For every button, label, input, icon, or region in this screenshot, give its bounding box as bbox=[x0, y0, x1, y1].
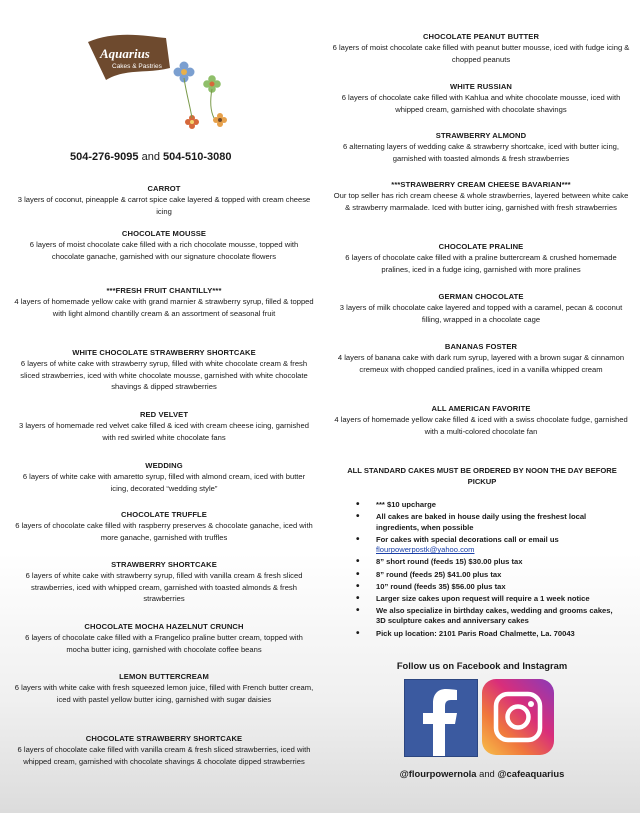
list-item: • 8” short round (feeds 15) $30.00 plus tax bbox=[346, 557, 622, 568]
order-rule: ALL STANDARD CAKES MUST BE ORDERED BY NOON THE DAY BEFORE PICKUP bbox=[347, 466, 617, 486]
list-item: • All cakes are baked in house daily using the freshest local ingredients, when possible bbox=[346, 512, 622, 533]
cake-title: STRAWBERRY ALMOND bbox=[435, 131, 527, 140]
cake-title: WEDDING bbox=[145, 461, 183, 470]
cake-desc: 3 layers of homemade red velvet cake filled & iced with cream cheese icing, garnished with red swirled white chocolate fans bbox=[19, 421, 309, 442]
cake-title: CHOCOLATE PRALINE bbox=[438, 242, 524, 251]
cake-german-chocolate bbox=[332, 292, 630, 325]
list-item: • Pick up location: 2101 Paris Road Chalmette, La. 70043 bbox=[346, 629, 622, 640]
handle-flourpower[interactable]: @flourpowernola bbox=[399, 768, 477, 779]
cake-title: CHOCOLATE MOCHA HAZELNUT CRUNCH bbox=[84, 622, 244, 631]
cake-chocolate-peanut-butter bbox=[332, 32, 630, 65]
cake-desc: 6 layers of chocolate cake filled with vanilla cream & fresh sliced strawberries, iced with whipped cream, garnished with chocolate shavings & chocolate dipped strawberries bbox=[17, 745, 311, 766]
cake-desc: 6 layers of white cake with strawberry syrup, filled with white chocolate cream & fresh sliced strawberries, iced with white chocolate mousse, garnished with white chocolate shavings & dipped strawberries bbox=[20, 359, 308, 391]
handles-and: and bbox=[479, 768, 495, 779]
phone-numbers bbox=[70, 151, 260, 163]
facebook-icon[interactable] bbox=[404, 679, 478, 757]
cake-title: CHOCOLATE TRUFFLE bbox=[121, 510, 207, 519]
cake-title: ***STRAWBERRY CREAM CHEESE BAVARIAN*** bbox=[391, 180, 571, 189]
cake-title: WHITE CHOCOLATE STRAWBERRY SHORTCAKE bbox=[72, 348, 256, 357]
cake-title: LEMON BUTTERCREAM bbox=[119, 672, 209, 681]
phone-1[interactable]: 504-276-9095 bbox=[70, 151, 139, 163]
cake-desc: 6 layers of white cake with strawberry syrup, filled with vanilla cream & fresh sliced strawberries, iced with whipped cream, garnished with toasted almonds & fresh strawberries bbox=[25, 571, 303, 603]
cake-chocolate-strawberry-shortcake bbox=[14, 734, 314, 767]
handle-cafeaquarius[interactable]: @cafeaquarius bbox=[497, 768, 565, 779]
cake-fresh-fruit-chantilly bbox=[14, 286, 314, 319]
cake-chocolate-truffle bbox=[14, 510, 314, 543]
cake-desc: 3 layers of milk chocolate cake layered and topped with a caramel, pecan & coconut filling, wrapped in a chocolate cage bbox=[339, 303, 623, 324]
list-item: • For cakes with special decorations call or email us flourpowerpostk@yahoo.com bbox=[346, 535, 622, 556]
cake-red-velvet bbox=[14, 410, 314, 443]
cake-title: ***FRESH FRUIT CHANTILLY*** bbox=[106, 286, 222, 295]
cake-desc: 6 layers of white cake with amaretto syrup, filled with almond cream, iced with butter icing, decorated “wedding style” bbox=[22, 472, 306, 493]
logo-sub: Cakes & Pastries bbox=[112, 63, 162, 70]
phone-2[interactable]: 504-510-3080 bbox=[163, 151, 232, 163]
cake-title: CHOCOLATE STRAWBERRY SHORTCAKE bbox=[85, 734, 243, 743]
list-item: • We also specialize in birthday cakes, wedding and grooms cakes, 3D sculpture cakes and anniversary cakes bbox=[346, 606, 622, 627]
cake-wedding bbox=[14, 461, 314, 494]
list-item: • *** $10 upcharge bbox=[346, 500, 622, 511]
cake-title: RED VELVET bbox=[139, 410, 189, 419]
cake-desc: 6 layers of chocolate cake filled with raspberry preserves & chocolate ganache, iced with more ganache, garnished with truffles bbox=[15, 521, 313, 542]
logo-name: Aquarius bbox=[100, 46, 150, 61]
cake-desc: Our top seller has rich cream cheese & whole strawberries, layered between white cake & strawberry marmalade. Iced with butter icing, garnished with fresh strawberries bbox=[333, 191, 629, 212]
cake-strawberry-almond bbox=[332, 131, 630, 164]
list-item: • Larger size cakes upon request will require a 1 week notice bbox=[346, 594, 622, 605]
cake-all-american-favorite bbox=[332, 404, 630, 437]
info-list bbox=[346, 500, 622, 641]
list-item: • 8” round (feeds 25) $41.00 plus tax bbox=[346, 570, 622, 581]
cake-strawberry-cream-cheese-bavarian bbox=[332, 180, 630, 213]
follow-us: Follow us on Facebook and Instagram bbox=[396, 660, 568, 671]
cake-desc: 4 layers of banana cake with dark rum syrup, layered with a brown sugar & cinnamon cremeux with chopped candied pralines, iced in a vanilla whipped cream bbox=[337, 353, 625, 374]
cake-title: GERMAN CHOCOLATE bbox=[438, 292, 524, 301]
cake-desc: 6 alternating layers of wedding cake & strawberry shortcake, iced with butter icing, garnished with toasted almonds & fresh strawberries bbox=[342, 142, 620, 163]
cake-white-russian bbox=[332, 82, 630, 115]
cake-title: CHOCOLATE MOUSSE bbox=[121, 229, 207, 238]
list-item: • 10” round (feeds 35) $56.00 plus tax bbox=[346, 582, 622, 593]
cake-strawberry-shortcake bbox=[14, 560, 314, 605]
instagram-camera-icon bbox=[482, 679, 554, 755]
cake-title: WHITE RUSSIAN bbox=[449, 82, 513, 91]
cake-desc: 4 layers of homemade yellow cake filled & iced with a swiss chocolate fudge, garnished with a multi-colored chocolate fan bbox=[334, 415, 628, 436]
cake-chocolate-praline bbox=[332, 242, 630, 275]
aquarius-logo bbox=[86, 28, 236, 138]
flower-icon bbox=[174, 62, 228, 130]
cake-carrot bbox=[14, 184, 314, 217]
cake-desc: 6 layers of chocolate cake filled with a Frangelico praline butter cream, topped with mocha butter icing, garnished with chocolate coffee beans bbox=[25, 633, 303, 654]
cake-desc: 3 layers of coconut, pineapple & carrot spice cake layered & topped with cream cheese icing bbox=[17, 195, 311, 216]
cake-desc: 4 layers of homemade yellow cake with grand marnier & strawberry syrup, filled & topped with light almond chantilly cream & an assortment of seasonal fruit bbox=[14, 297, 314, 318]
cake-title: CHOCOLATE PEANUT BUTTER bbox=[422, 32, 540, 41]
cake-chocolate-mousse bbox=[14, 229, 314, 262]
social-handles bbox=[342, 768, 622, 779]
cake-desc: 6 layers of moist chocolate cake filled with peanut butter mousse, iced with fudge icing & chopped peanuts bbox=[332, 43, 630, 64]
instagram-icon[interactable] bbox=[482, 679, 554, 755]
cake-desc: 6 layers of chocolate cake filled with a praline buttercream & crushed homemade pralines, iced in a fudge icing, garnished with more pralines bbox=[345, 253, 617, 274]
cake-title: CARROT bbox=[147, 184, 181, 193]
cake-white-chocolate-strawberry-shortcake bbox=[14, 348, 314, 393]
cake-title: ALL AMERICAN FAVORITE bbox=[431, 404, 531, 413]
cake-lemon-buttercream bbox=[14, 672, 314, 705]
cake-desc: 6 layers of chocolate cake filled with Kahlua and white chocolate mousse, iced with whipped cream, garnished with chocolate shavings bbox=[341, 93, 621, 114]
cake-bananas-foster bbox=[332, 342, 630, 375]
cake-chocolate-mocha-hazelnut-crunch bbox=[14, 622, 314, 655]
facebook-f-icon bbox=[405, 680, 477, 756]
cake-desc: 6 layers of moist chocolate cake filled with a rich chocolate mousse, topped with chocolate ganache, garnished with our signature chocolate flowers bbox=[29, 240, 299, 261]
email-link[interactable]: flourpowerpostk@yahoo.com bbox=[376, 545, 475, 555]
cake-title: STRAWBERRY SHORTCAKE bbox=[111, 560, 217, 569]
cake-desc: 6 layers with white cake with fresh squeezed lemon juice, filled with French butter cream, iced with pastel yellow butter icing, garnished with sugar daisies bbox=[14, 683, 314, 704]
cake-title: BANANAS FOSTER bbox=[444, 342, 518, 351]
phone-and: and bbox=[141, 151, 160, 163]
